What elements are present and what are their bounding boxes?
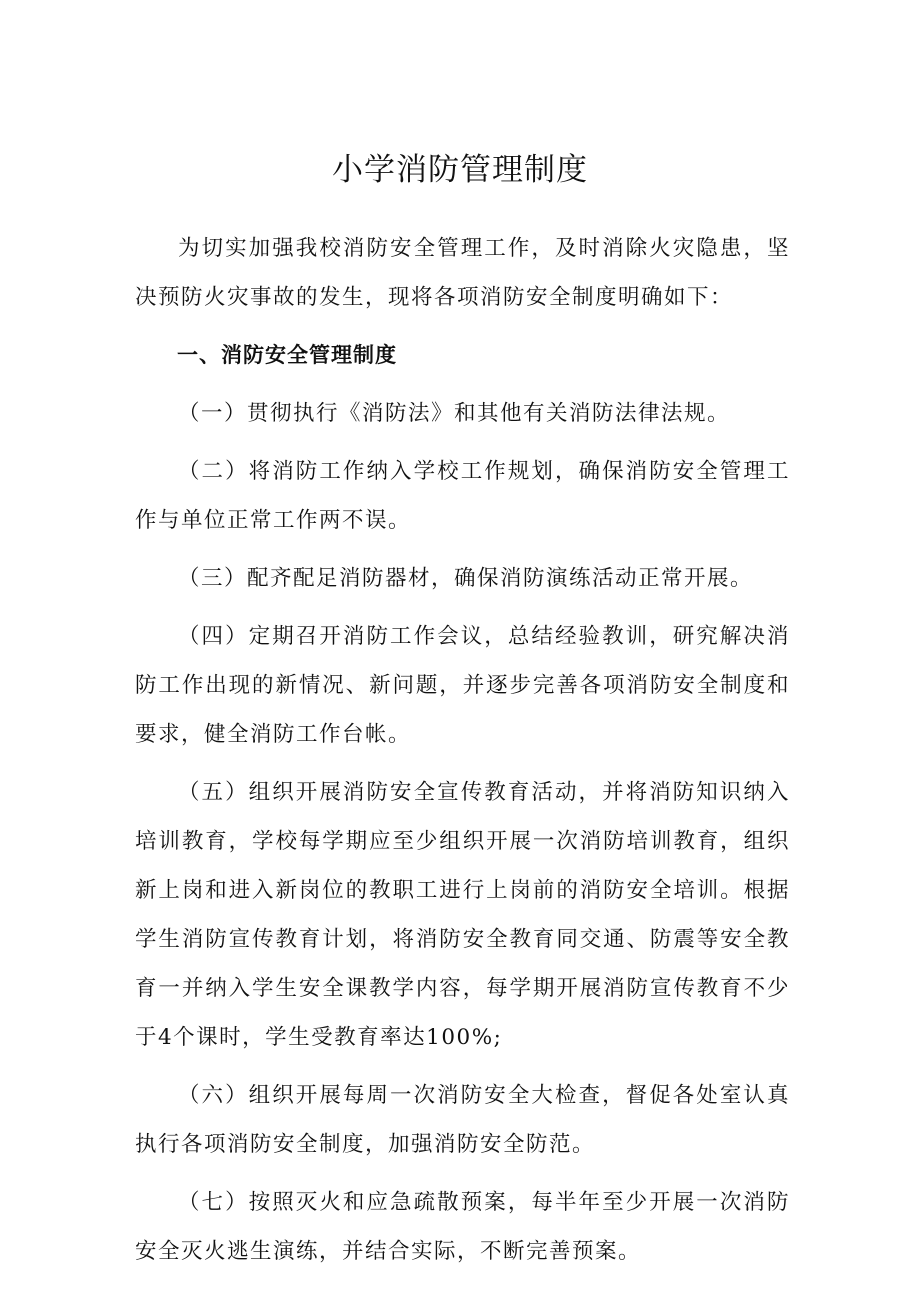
list-item: （五）组织开展消防安全宣传教育活动，并将消防知识纳入培训教育，学校每学期应至少组织开展一次消防培训教育，组织新上岗和进入新岗位的教职工进行上岗前的消防安全培训。根据学生消防宣传教育计划，将消防安全教育同交通、防震等安全教育一并纳入学生安全课教学内容，每学期开展消防宣传教育不少于4个课时，学生受教育率达100%; bbox=[135, 780, 790, 1050]
list-item: （四）定期召开消防工作会议，总结经验教训，研究解决消防工作出现的新情况、新问题，并逐步完善各项消防安全制度和要求，健全消防工作台帐。 bbox=[135, 624, 790, 747]
list-item: （六）组织开展每周一次消防安全大检查，督促各处室认真执行各项消防安全制度，加强消防安全防范。 bbox=[135, 1083, 790, 1157]
document-title: 小学消防管理制度 bbox=[332, 152, 588, 188]
list-item: （二）将消防工作纳入学校工作规划，确保消防安全管理工作与单位正常工作两不误。 bbox=[135, 459, 790, 533]
section-heading: 一、消防安全管理制度 bbox=[177, 343, 397, 367]
intro-paragraph: 为切实加强我校消防安全管理工作，及时消除火灾隐患，坚决预防火灾事故的发生，现将各项消防安全制度明确如下： bbox=[135, 236, 790, 310]
list-item: （七）按照灭火和应急疏散预案，每半年至少开展一次消防安全灭火逃生演练，并结合实际，不断完善预案。 bbox=[135, 1190, 790, 1264]
list-item: （三）配齐配足消防器材，确保消防演练活动正常开展。 bbox=[178, 566, 754, 591]
list-item: （一）贯彻执行《消防法》和其他有关消防法律法规。 bbox=[178, 401, 731, 426]
document-body bbox=[135, 224, 790, 1285]
